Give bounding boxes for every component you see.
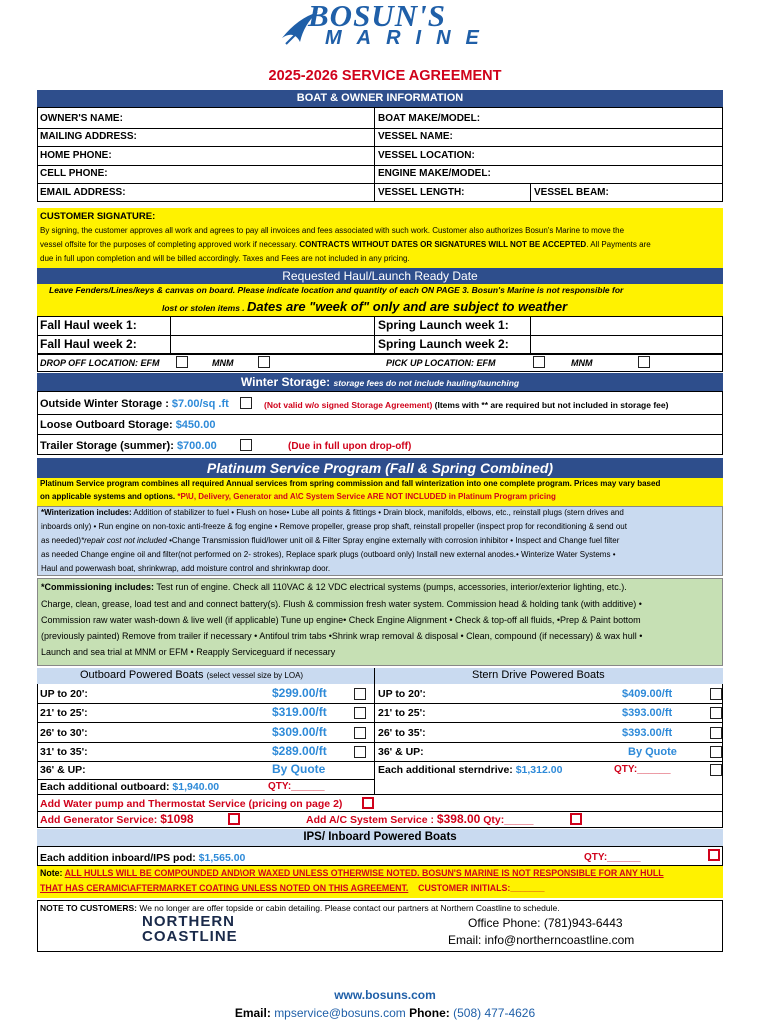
platinum-desc-2a: on applicable systems and options.	[40, 492, 178, 501]
page-title: 2025-2026 SERVICE AGREEMENT	[268, 68, 502, 84]
ips-qty[interactable]: QTY:______	[584, 852, 641, 863]
dropoff-efm-checkbox[interactable]	[176, 356, 188, 368]
winterization-line-2: inboards only) • Run engine on non-toxic anti-freeze & fog engine • Remove propeller, grease prop shaft, reinstall propeller (inspect prop for reconditioning & send out	[41, 522, 627, 531]
platinum-desc-2	[40, 492, 556, 501]
winterization-line-5: Haul and powerwash boat, shrinkwrap, add moisture control and shrinkwrap door.	[41, 564, 331, 573]
hull-note-line-1	[40, 868, 664, 878]
ips-checkbox[interactable]	[708, 849, 720, 861]
items-required-note: (Items with ** are required but not included in storage fee)	[432, 400, 669, 410]
additional-outboard-text: Each additional outboard:	[40, 781, 173, 793]
hull-note-prefix: Note:	[40, 868, 65, 878]
row-line	[37, 414, 723, 415]
platinum-desc-1: Platinum Service program combines all required Annual services from spring commission and fall winterization into one complete program. Prices may vary based	[40, 479, 661, 488]
sterndrive-row-label: 21' to 25':	[378, 707, 426, 719]
dropoff-mnm-checkbox[interactable]	[258, 356, 270, 368]
outside-storage-note	[264, 400, 668, 410]
hull-note-text-1: ALL HULLS WILL BE COMPOUNDED AND\OR WAXED UNLESS OTHERWISE NOTED. BOSUN'S MARINE IS NOT RESPONSIBLE FOR ANY HULL	[64, 868, 664, 878]
ac-text: Add A/C System Service :	[306, 814, 437, 826]
sterndrive-row-price: By Quote	[628, 746, 677, 758]
additional-sterndrive-qty[interactable]: QTY:______	[614, 764, 671, 775]
commissioning-line-5: Launch and sea trial at MNM or EFM • Reapply Serviceguard if necessary	[41, 647, 336, 657]
haul-note-2	[162, 298, 567, 316]
dropoff-location-label: DROP OFF LOCATION: EFM	[40, 358, 160, 368]
row-line	[37, 722, 374, 723]
ips-price: $1,565.00	[198, 852, 246, 864]
platinum-description	[37, 478, 723, 506]
row-line	[37, 183, 723, 184]
pricing-divider	[374, 668, 375, 794]
sterndrive-row-price: $409.00/ft	[622, 688, 673, 700]
winterization-line-4: as needed Change engine oil and filter(not performed on 2- strokes), Replace spark plugs (outboard only) Install new external anodes.• Winterize Water Systems •	[41, 550, 616, 559]
commissioning-line-3: Commission raw water wash-down & live well (if applicable) Tune up engine• Check Engine Alignment • Check & top-off all fluids, •Prep & Paint bottom	[41, 615, 641, 625]
customers-note-label: NOTE TO CUSTOMERS:	[40, 903, 137, 913]
winterization-text-3a: as needed)	[41, 536, 82, 545]
row-line	[37, 146, 723, 147]
customer-signature-label: CUSTOMER SIGNATURE:	[40, 211, 156, 222]
customers-note	[40, 903, 560, 913]
signature-text-2a: vessel offsite for the purposes of completing approved work if necessary.	[40, 240, 300, 249]
owner-name-label: OWNER'S NAME:	[40, 113, 123, 124]
winterization-section	[37, 506, 723, 576]
winterization-text-1: Addition of stabilizer to fuel • Flush on hose• Lube all points & fittings • Drain block, manifolds, elbows, etc., reinstall plugs (stern drives and	[131, 508, 624, 517]
outboard-title	[80, 669, 303, 681]
commissioning-line-4: (previously painted) Remove from trailer if necessary • Antifoul trim tabs •Shrink wrap removal & disposal • Clean, compound (if necessary) & wax hull •	[41, 631, 643, 641]
loose-outboard-label	[40, 419, 215, 431]
owner-table-divider-beam	[530, 184, 531, 202]
winterization-line-3	[41, 536, 619, 545]
sterndrive-row-checkbox[interactable]	[710, 707, 722, 719]
haul-divider	[374, 316, 375, 354]
customers-note-text: We no longer are offer topside or cabin detailing. Please contact our partners at Northern Coastline to schedule.	[136, 903, 560, 913]
dropoff-mnm-label: MNM	[212, 358, 234, 368]
ips-header: IPS/ Inboard Powered Boats	[37, 829, 723, 846]
sterndrive-row-checkbox[interactable]	[710, 746, 722, 758]
fall-haul-week-2-label: Fall Haul week 2:	[40, 337, 137, 351]
outboard-row-price: $319.00/ft	[272, 705, 327, 719]
winter-storage-title: Winter Storage:	[240, 375, 334, 389]
outboard-row-label: 31' to 35':	[40, 746, 88, 758]
generator-price: $1098	[160, 812, 194, 826]
pickup-mnm-label: MNM	[571, 358, 593, 368]
weather-note: Dates are "week of" only and are subject to weather	[247, 299, 568, 314]
ips-label	[40, 852, 245, 864]
sterndrive-row-label: 26' to 35':	[378, 727, 426, 739]
outboard-row-checkbox[interactable]	[354, 727, 366, 739]
trailer-storage-price: $700.00	[176, 440, 217, 452]
repair-cost-note: *repair cost not included	[81, 536, 167, 545]
row-line	[37, 794, 723, 795]
trailer-storage-label	[40, 440, 217, 452]
outboard-row-label: 26' to 30':	[40, 727, 88, 739]
boat-make-model-label: BOAT MAKE/MODEL:	[378, 113, 481, 124]
commissioning-line-1	[41, 582, 627, 592]
winterization-label: *Winterization includes:	[41, 508, 132, 517]
row-line	[374, 722, 723, 723]
fall-haul-week-1-label: Fall Haul week 1:	[40, 318, 137, 332]
northern-phone: Office Phone: (781)943-6443	[468, 916, 623, 930]
row-line	[37, 128, 723, 129]
outboard-row-label: UP to 20':	[40, 688, 88, 700]
vessel-beam-label: VESSEL BEAM:	[534, 187, 609, 198]
commissioning-text-1: Test run of engine. Check all 110VAC & 12 VDC electrical systems (pumps, accessories, interior/exterior lighting, etc.).	[154, 582, 627, 592]
haul-divider	[530, 316, 531, 354]
sterndrive-row-price: $393.00/ft	[622, 727, 673, 739]
outboard-title-text: Outboard Powered Boats	[80, 669, 204, 681]
row-line	[374, 703, 723, 704]
row-line	[37, 165, 723, 166]
additional-sterndrive-text: Each additional sterndrive:	[378, 764, 516, 776]
spring-launch-week-2-label: Spring Launch week 2:	[378, 337, 509, 351]
footer-website[interactable]: www.bosuns.com	[334, 988, 436, 1002]
commissioning-line-2: Charge, clean, grease, load test and and connect battery(s). Flush & commission fresh water system. Commission head & holding tank (with additive) •	[41, 599, 642, 609]
mailing-address-label: MAILING ADDRESS:	[40, 131, 137, 142]
ips-text: Each addition inboard/IPS pod:	[40, 852, 199, 864]
additional-outboard-price: $1,940.00	[172, 781, 220, 793]
additional-outboard-qty[interactable]: QTY:______	[268, 781, 325, 792]
generator-addon	[40, 812, 194, 826]
row-line	[37, 703, 374, 704]
winter-storage-header	[37, 373, 723, 391]
signature-text-1: By signing, the customer approves all work and agrees to pay all invoices and fees associated with such work. Customer also authorizes Bosun's Marine to move the	[40, 226, 625, 235]
hull-note-line-2	[40, 883, 545, 893]
platinum-header: Platinum Service Program (Fall & Spring Combined)	[37, 458, 723, 478]
row-line	[37, 434, 723, 435]
ac-price: $398.00	[436, 812, 481, 826]
vessel-location-label: VESSEL LOCATION:	[378, 150, 475, 161]
outside-storage-price: $7.00/sq .ft	[171, 398, 229, 410]
winterization-line-1	[41, 508, 624, 517]
vessel-name-label: VESSEL NAME:	[378, 131, 453, 142]
outboard-row-price: $299.00/ft	[272, 686, 327, 700]
sterndrive-row-label: 36' & UP:	[378, 746, 424, 758]
sterndrive-row-checkbox[interactable]	[710, 688, 722, 700]
haul-divider	[170, 316, 171, 354]
water-pump-checkbox[interactable]	[362, 797, 374, 809]
outboard-row-label: 21' to 25':	[40, 707, 88, 719]
cell-phone-label: CELL PHONE:	[40, 168, 108, 179]
outboard-row-label: 36' & UP:	[40, 764, 86, 776]
haul-note-2a: lost or stolen items .	[162, 303, 248, 313]
outside-storage-checkbox[interactable]	[240, 397, 252, 409]
pickup-location-label: PICK UP LOCATION: EFM	[386, 358, 496, 368]
northern-coastline-logo	[142, 914, 238, 944]
ac-addon	[306, 812, 533, 826]
outboard-title-sub: (select vessel size by LOA)	[206, 671, 304, 680]
commissioning-section	[37, 578, 723, 666]
hull-note-text-2: THAT HAS CERAMIC\AFTERMARKET COATING UNLESS NOTED ON THIS AGREEMENT.	[40, 883, 409, 893]
spring-launch-week-1-label: Spring Launch week 1:	[378, 318, 509, 332]
haul-note-1: Leave Fenders/Lines/keys & canvas on board. Please indicate location and quantity of each ON PAGE 3. Bosun's Marine is not responsible for	[49, 285, 624, 295]
trailer-storage-checkbox[interactable]	[240, 439, 252, 451]
generator-checkbox[interactable]	[228, 813, 240, 825]
winter-storage-subtitle: storage fees do not include hauling/launching	[333, 378, 520, 388]
outboard-row-checkbox[interactable]	[354, 746, 366, 758]
additional-sterndrive-price: $1,312.00	[515, 764, 563, 776]
additional-outboard-label	[40, 781, 219, 793]
outboard-row-price: $289.00/ft	[272, 744, 327, 758]
footer-email[interactable]: mpservice@bosuns.com	[274, 1006, 406, 1020]
ac-qty: Qty:_____	[480, 814, 534, 826]
engine-make-model-label: ENGINE MAKE/MODEL:	[378, 168, 491, 179]
northern-email[interactable]: Email: info@northerncoastline.com	[448, 933, 635, 947]
outboard-row-checkbox[interactable]	[354, 688, 366, 700]
signature-section	[37, 208, 723, 268]
logo-text-top: BOSUN'S	[308, 0, 446, 33]
outside-storage-text: Outside Winter Storage :	[40, 398, 172, 410]
outboard-row-price: $309.00/ft	[272, 725, 327, 739]
row-line	[37, 742, 374, 743]
customer-initials[interactable]: CUSTOMER INITIALS:_______	[418, 883, 545, 893]
row-line	[37, 779, 374, 780]
sterndrive-row-price: $393.00/ft	[622, 707, 673, 719]
signature-warning: CONTRACTS WITHOUT DATES OR SIGNATURES WILL NOT BE ACCEPTED	[299, 240, 587, 249]
sterndrive-row-checkbox[interactable]	[710, 727, 722, 739]
vessel-length-label: VESSEL LENGTH:	[378, 187, 465, 198]
signature-text-2c: . All Payments are	[586, 240, 651, 249]
storage-agreement-note: (Not valid w/o signed Storage Agreement)	[264, 400, 433, 410]
northern-logo-text-1: NORTHERN	[142, 913, 235, 930]
footer-phone-label: Phone:	[405, 1006, 454, 1020]
signature-text-3: due in full upon completion and will be billed accordingly. Taxes and Fees are not included in any pricing.	[40, 254, 410, 263]
outboard-row-checkbox[interactable]	[354, 707, 366, 719]
northern-logo-text-2: COASTLINE	[142, 928, 238, 945]
row-line	[37, 335, 723, 336]
trailer-storage-note: (Due in full upon drop-off)	[288, 441, 412, 452]
trailer-storage-text: Trailer Storage (summer):	[40, 440, 177, 452]
pickup-mnm-checkbox[interactable]	[638, 356, 650, 368]
water-pump-addon: Add Water pump and Thermostat Service (pricing on page 2)	[40, 798, 343, 810]
ac-checkbox[interactable]	[570, 813, 582, 825]
sterndrive-title: Stern Drive Powered Boats	[472, 669, 605, 681]
winterization-text-3c: •Change Transmission fluid/lower unit oil & Filter Spray engine externally with corrosion inhibitor • Inspect and Change fuel filter	[166, 536, 620, 545]
owner-table-divider	[374, 107, 375, 202]
sterndrive-row-label: UP to 20':	[378, 688, 426, 700]
platinum-exclusions: *P\U, Delivery, Generator and A\C System Service ARE NOT INCLUDED in Platinum Program pricing	[177, 492, 556, 501]
additional-sterndrive-checkbox[interactable]	[710, 764, 722, 776]
footer-contact	[0, 1006, 770, 1020]
generator-text: Add Generator Service:	[40, 814, 161, 826]
loose-outboard-text: Loose Outboard Storage:	[40, 419, 176, 431]
outside-storage-label	[40, 398, 229, 410]
haul-note	[37, 284, 723, 316]
email-address-label: EMAIL ADDRESS:	[40, 187, 126, 198]
haul-launch-header: Requested Haul/Launch Ready Date	[37, 268, 723, 284]
row-line	[374, 761, 723, 762]
footer-phone: (508) 477-4626	[453, 1006, 536, 1020]
logo-text-bottom: MARINE	[325, 27, 494, 49]
commissioning-label: *Commissioning includes:	[41, 582, 155, 592]
bosuns-marine-logo	[280, 0, 500, 49]
footer-email-label: Email:	[234, 1006, 275, 1020]
hull-note	[37, 866, 723, 898]
signature-text-2	[40, 239, 651, 251]
pickup-efm-checkbox[interactable]	[533, 356, 545, 368]
additional-sterndrive-label	[378, 764, 562, 776]
row-line	[374, 742, 723, 743]
loose-outboard-price: $450.00	[175, 419, 216, 431]
owner-info-header: BOAT & OWNER INFORMATION	[37, 90, 723, 107]
outboard-row-price: By Quote	[272, 762, 326, 776]
home-phone-label: HOME PHONE:	[40, 150, 112, 161]
